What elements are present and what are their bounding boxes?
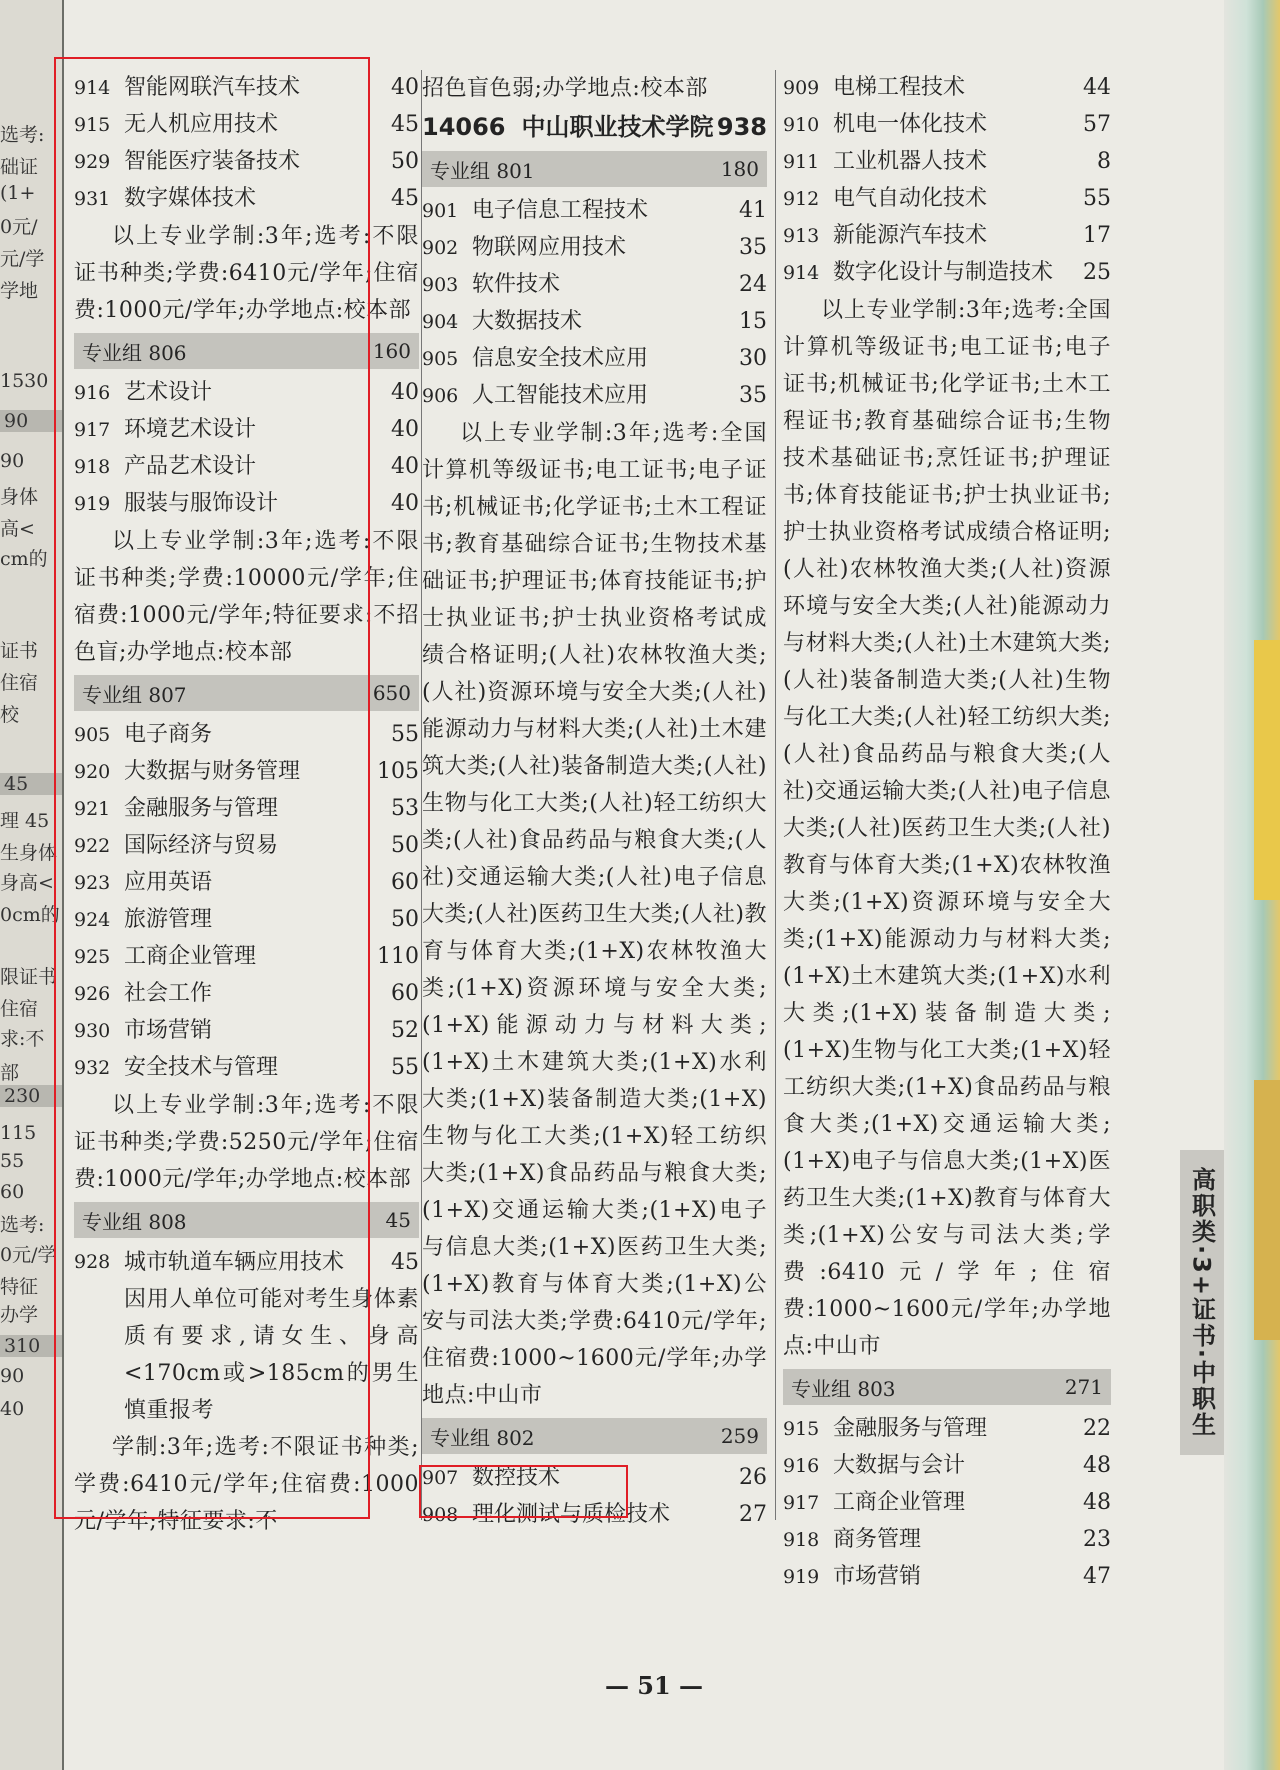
left-page-fragment: 求:不 xyxy=(0,1028,45,1050)
enrollment-count: 110 xyxy=(377,944,419,969)
major-name: 商务管理 xyxy=(833,1527,922,1552)
major-code: 915 xyxy=(74,114,111,136)
major-name: 机电一体化技术 xyxy=(833,112,988,137)
enrollment-count: 44 xyxy=(1083,75,1111,100)
major-code: 907 xyxy=(422,1467,459,1489)
group-label: 专业组 807 xyxy=(82,682,187,707)
major-name: 大数据与会计 xyxy=(833,1453,966,1478)
list-item xyxy=(422,267,767,304)
major-code: 921 xyxy=(74,798,111,820)
enrollment-count: 53 xyxy=(391,796,419,821)
side-tab-label: 高职类·3+证书·中职生 xyxy=(1187,1166,1216,1439)
major-code: 905 xyxy=(74,724,111,746)
enrollment-count: 105 xyxy=(377,759,419,784)
enrollment-count: 60 xyxy=(391,981,419,1006)
major-code: 931 xyxy=(74,188,111,210)
list-item xyxy=(783,218,1111,255)
institution-header xyxy=(422,107,767,147)
group-total: 259 xyxy=(720,1424,759,1448)
left-page-fragment: 校 xyxy=(0,704,20,726)
major-name: 新能源汽车技术 xyxy=(833,223,988,248)
left-page-fragment: 选考: xyxy=(0,1214,45,1236)
col2-continued-text: 招色盲色弱;办学地点:校本部 xyxy=(422,76,708,101)
group-total: 271 xyxy=(1064,1375,1103,1399)
column-divider xyxy=(775,70,776,1520)
enrollment-count: 47 xyxy=(1083,1564,1111,1589)
enrollment-count: 27 xyxy=(739,1502,767,1527)
left-page-fragment: 身体 xyxy=(0,486,39,508)
major-code: 918 xyxy=(783,1529,820,1551)
major-name: 数控技术 xyxy=(472,1465,561,1490)
major-name: 电子信息工程技术 xyxy=(472,198,649,223)
major-code: 923 xyxy=(74,872,111,894)
left-page-fragment: 1530 xyxy=(0,370,49,392)
left-page-fragment: 限证书 xyxy=(0,966,58,988)
group-total: 160 xyxy=(372,339,411,363)
list-item xyxy=(783,181,1111,218)
major-code: 906 xyxy=(422,385,459,407)
left-page-fragment: 学地 xyxy=(0,280,39,302)
list-item xyxy=(783,255,1111,292)
major-name: 安全技术与管理 xyxy=(124,1055,279,1080)
institution-total: 938 xyxy=(716,113,767,141)
major-code: 908 xyxy=(422,1504,459,1526)
major-name: 数字媒体技术 xyxy=(124,186,257,211)
col3-top-list xyxy=(783,70,1111,292)
enrollment-count: 24 xyxy=(739,272,767,297)
major-code: 915 xyxy=(783,1418,820,1440)
group-label: 专业组 802 xyxy=(430,1425,535,1450)
enrollment-count: 55 xyxy=(1083,186,1111,211)
major-name: 智能网联汽车技术 xyxy=(124,75,301,100)
left-page-fragment: 元/学 xyxy=(0,248,45,270)
left-page-fragment: 住宿 xyxy=(0,672,39,694)
major-code: 913 xyxy=(783,225,820,247)
left-page-fragment: 办学 xyxy=(0,1304,39,1326)
edge-stripe xyxy=(1254,1080,1280,1340)
enrollment-count: 41 xyxy=(739,198,767,223)
left-page-fragment: 生身体 xyxy=(0,842,58,864)
left-page-fragment: 60 xyxy=(0,1181,25,1203)
major-code: 903 xyxy=(422,274,459,296)
major-name: 工商企业管理 xyxy=(124,944,257,969)
major-name: 电气自动化技术 xyxy=(833,186,988,211)
left-page-fragment: 特征 xyxy=(0,1276,39,1298)
enrollment-count: 15 xyxy=(739,309,767,334)
enrollment-count: 40 xyxy=(391,454,419,479)
enrollment-count: 40 xyxy=(391,491,419,516)
enrollment-count: 52 xyxy=(391,1018,419,1043)
enrollment-count: 35 xyxy=(739,383,767,408)
group-header-801 xyxy=(422,151,767,187)
enrollment-count: 26 xyxy=(739,1465,767,1490)
major-code: 930 xyxy=(74,1020,111,1042)
major-name: 信息安全技术应用 xyxy=(472,346,649,371)
group-label: 专业组 808 xyxy=(82,1209,187,1234)
left-page-fragment: 住宿 xyxy=(0,998,39,1020)
enrollment-count: 40 xyxy=(391,417,419,442)
left-page-fragment: 高< xyxy=(0,518,35,540)
group-header-803 xyxy=(783,1369,1111,1405)
list-item xyxy=(783,1485,1111,1522)
left-page-fragment: 45 xyxy=(0,773,62,795)
major-name: 国际经济与贸易 xyxy=(124,833,279,858)
enrollment-count: 40 xyxy=(391,380,419,405)
major-code: 902 xyxy=(422,237,459,259)
list-item xyxy=(783,1522,1111,1559)
left-page-fragment: 证书 xyxy=(0,640,39,662)
enrollment-count: 50 xyxy=(391,149,419,174)
major-code: 910 xyxy=(783,114,820,136)
group-total: 45 xyxy=(385,1208,411,1232)
enrollment-count: 8 xyxy=(1097,149,1111,174)
major-name: 数字化设计与制造技术 xyxy=(833,260,1054,285)
left-page-fragment: cm的 xyxy=(0,548,48,570)
major-name: 艺术设计 xyxy=(124,380,213,405)
left-page-fragment: (1+ xyxy=(0,182,36,204)
enrollment-count: 60 xyxy=(391,870,419,895)
enrollment-count: 23 xyxy=(1083,1527,1111,1552)
major-name: 旅游管理 xyxy=(124,907,213,932)
major-name: 社会工作 xyxy=(124,981,213,1006)
enrollment-count: 45 xyxy=(391,186,419,211)
major-name: 软件技术 xyxy=(472,272,561,297)
left-page-fragment: 0元/ xyxy=(0,216,38,238)
major-code: 932 xyxy=(74,1057,111,1079)
col1-top-note: 以上专业学制:3年;选考:不限证书种类;学费:6410元/学年;住宿费:1000元/学年;办学地点:校本部 xyxy=(74,224,419,323)
enrollment-count: 50 xyxy=(391,907,419,932)
edge-stripe xyxy=(1254,640,1280,900)
major-name: 应用英语 xyxy=(124,870,213,895)
enrollment-count: 55 xyxy=(391,1055,419,1080)
left-page-fragment: 115 xyxy=(0,1122,37,1144)
group-801-list xyxy=(422,193,767,415)
list-item xyxy=(422,193,767,230)
section-side-tab xyxy=(1180,1150,1224,1455)
major-code: 911 xyxy=(783,151,820,173)
major-code: 926 xyxy=(74,983,111,1005)
major-code: 919 xyxy=(74,493,111,515)
group-label: 专业组 806 xyxy=(82,340,187,365)
list-item xyxy=(783,144,1111,181)
major-code: 929 xyxy=(74,151,111,173)
enrollment-count: 50 xyxy=(391,833,419,858)
column-3 xyxy=(783,70,1111,1596)
major-name: 产品艺术设计 xyxy=(124,454,257,479)
list-item xyxy=(422,304,767,341)
list-item xyxy=(422,378,767,415)
major-name: 理化测试与质检技术 xyxy=(472,1502,671,1527)
left-page-fragment: 0元/学 xyxy=(0,1244,57,1266)
major-note: 因用人单位可能对考生身体素质有要求,请女生、身高<170cm或>185cm的男生慎重报考 xyxy=(124,1287,419,1423)
left-page-fragment: 230 xyxy=(0,1085,62,1107)
left-page-fragment: 0cm的 xyxy=(0,904,60,926)
major-name: 工业机器人技术 xyxy=(833,149,988,174)
enrollment-count: 57 xyxy=(1083,112,1111,137)
major-name: 服装与服饰设计 xyxy=(124,491,279,516)
left-page-fragment: 础证 xyxy=(0,156,39,178)
major-code: 924 xyxy=(74,909,111,931)
column-2 xyxy=(422,70,767,1534)
left-page-fragment: 90 xyxy=(0,410,62,432)
enrollment-count: 40 xyxy=(391,75,419,100)
major-name: 工商企业管理 xyxy=(833,1490,966,1515)
highlight-box-page-number xyxy=(419,1465,628,1518)
major-code: 922 xyxy=(74,835,111,857)
list-item xyxy=(783,107,1111,144)
group-total: 180 xyxy=(720,157,759,181)
major-name: 市场营销 xyxy=(124,1018,213,1043)
enrollment-count: 45 xyxy=(391,1250,419,1275)
enrollment-count: 35 xyxy=(739,235,767,260)
major-name: 人工智能技术应用 xyxy=(472,383,649,408)
major-name: 市场营销 xyxy=(833,1564,922,1589)
major-code: 920 xyxy=(74,761,111,783)
group-label: 专业组 803 xyxy=(791,1376,896,1401)
major-code: 916 xyxy=(783,1455,820,1477)
group-807-note: 以上专业学制:3年;选考:不限证书种类;学费:5250元/学年;住宿费:1000元/学年;办学地点:校本部 xyxy=(74,1093,419,1192)
major-name: 无人机应用技术 xyxy=(124,112,279,137)
highlight-box-column xyxy=(54,57,370,1519)
list-item xyxy=(783,70,1111,107)
list-item xyxy=(422,230,767,267)
enrollment-count: 22 xyxy=(1083,1416,1111,1441)
major-name: 电梯工程技术 xyxy=(833,75,966,100)
institution-code: 14066 xyxy=(422,113,506,141)
major-name: 大数据与财务管理 xyxy=(124,759,301,784)
group-header-802 xyxy=(422,1418,767,1454)
adjacent-left-page xyxy=(0,0,62,1770)
major-code: 928 xyxy=(74,1251,111,1273)
left-page-fragment: 310 xyxy=(0,1335,62,1357)
major-name: 环境艺术设计 xyxy=(124,417,257,442)
col3-top-note: 以上专业学制:3年;选考:全国计算机等级证书;电工证书;电子证书;机械证书;化学证书;土木工程证书;教育基础综合证书;生物技术基础证书;烹饪证书;护理证书;体育技能证书;护士执业证书;护士执业资格考试成绩合格证明;(人社)农林牧渔大类;(人社)资源环境与安全大类;(人社)能源动力与材料大类;(人社)土木建筑大类;(人社)装备制造大类;(人社)生物与化工大类;(人社)轻工纺织大类;(人社)食品药品与粮食大类;(人社)交通运输大类;(人社)电子信息大类;(人社)医药卫生大类;(人社)教育与体育大类;(1+X)农林牧渔大类;(1+X)资源环境与安全大类;(1+X)能源动力与材料大类;(1+X)土木建筑大类;(1+X)水利大类;(1+X)装备制造大类;(1+X)生物与化工大类;(1+X)轻工纺织大类;(1+X)食品药品与粮食大类;(1+X)交通运输大类;(1+X)电子与信息大类;(1+X)医药卫生大类;(1+X)教育与体育大类;(1+X)公安与司法大类;学费:6410元/学年;住宿费:1000~1600元/学年;办学地点:中山市 xyxy=(783,298,1111,1359)
major-code: 919 xyxy=(783,1566,820,1588)
left-page-fragment: 90 xyxy=(0,1365,25,1387)
left-page-fragment: 身高< xyxy=(0,872,54,894)
major-code: 901 xyxy=(422,200,459,222)
group-808-note: 学制:3年;选考:不限证书种类;学费:6410元/学年;住宿费:1000元/学年;特征要求:不 xyxy=(74,1435,419,1534)
enrollment-count: 25 xyxy=(1083,260,1111,285)
major-code: 917 xyxy=(74,419,111,441)
list-item xyxy=(783,1448,1111,1485)
major-code: 914 xyxy=(74,77,111,99)
major-code: 904 xyxy=(422,311,459,333)
major-code: 916 xyxy=(74,382,111,404)
major-name: 大数据技术 xyxy=(472,309,583,334)
institution-name: 中山职业技术学院 xyxy=(521,113,714,141)
major-code: 918 xyxy=(74,456,111,478)
left-page-fragment: 40 xyxy=(0,1398,25,1420)
major-code: 917 xyxy=(783,1492,820,1514)
group-803-list xyxy=(783,1411,1111,1596)
left-page-fragment: 理 45 xyxy=(0,810,50,832)
major-code: 912 xyxy=(783,188,820,210)
enrollment-count: 48 xyxy=(1083,1453,1111,1478)
major-name: 金融服务与管理 xyxy=(124,796,279,821)
left-page-fragment: 部 xyxy=(0,1062,20,1084)
major-code: 914 xyxy=(783,262,820,284)
group-label: 专业组 801 xyxy=(430,158,535,183)
group-801-note: 以上专业学制:3年;选考:全国计算机等级证书;电工证书;电子证书;机械证书;化学证书;土木工程证书;教育基础综合证书;生物技术基础证书;护理证书;体育技能证书;护士执业证书;护士执业资格考试成绩合格证明;(人社)农林牧渔大类;(人社)资源环境与安全大类;(人社)能源动力与材料大类;(人社)土木建筑大类;(人社)装备制造大类;(人社)生物与化工大类;(人社)轻工纺织大类;(人社)食品药品与粮食大类;(人社)交通运输大类;(人社)电子信息大类;(人社)医药卫生大类;(人社)教育与体育大类;(1+X)农林牧渔大类;(1+X)资源环境与安全大类;(1+X)能源动力与材料大类;(1+X)土木建筑大类;(1+X)水利大类;(1+X)装备制造大类;(1+X)生物与化工大类;(1+X)轻工纺织大类;(1+X)食品药品与粮食大类;(1+X)交通运输大类;(1+X)电子与信息大类;(1+X)医药卫生大类;(1+X)教育与体育大类;(1+X)公安与司法大类;学费:6410元/学年;住宿费:1000~1600元/学年;办学地点:中山市 xyxy=(422,421,767,1408)
enrollment-count: 48 xyxy=(1083,1490,1111,1515)
list-item xyxy=(783,1411,1111,1448)
major-code: 925 xyxy=(74,946,111,968)
left-page-fragment: 90 xyxy=(0,450,25,472)
enrollment-count: 17 xyxy=(1083,223,1111,248)
enrollment-count: 30 xyxy=(739,346,767,371)
list-item xyxy=(783,1559,1111,1596)
major-name: 电子商务 xyxy=(124,722,213,747)
book-edge-decoration xyxy=(1224,0,1280,1770)
group-total: 650 xyxy=(372,681,411,705)
major-name: 智能医疗装备技术 xyxy=(124,149,301,174)
major-code: 909 xyxy=(783,77,820,99)
list-item xyxy=(422,341,767,378)
enrollment-count: 45 xyxy=(391,112,419,137)
left-page-fragment: 选考: xyxy=(0,124,45,146)
group-806-note: 以上专业学制:3年;选考:不限证书种类;学费:10000元/学年;住宿费:1000元/学年;特征要求:不招色盲;办学地点:校本部 xyxy=(74,529,419,665)
major-name: 物联网应用技术 xyxy=(472,235,627,260)
major-code: 905 xyxy=(422,348,459,370)
enrollment-count: 55 xyxy=(391,722,419,747)
left-page-fragment: 55 xyxy=(0,1150,25,1172)
major-name: 城市轨道车辆应用技术 xyxy=(124,1250,345,1275)
major-name: 金融服务与管理 xyxy=(833,1416,988,1441)
page-number: — 51 — xyxy=(604,1670,704,1700)
